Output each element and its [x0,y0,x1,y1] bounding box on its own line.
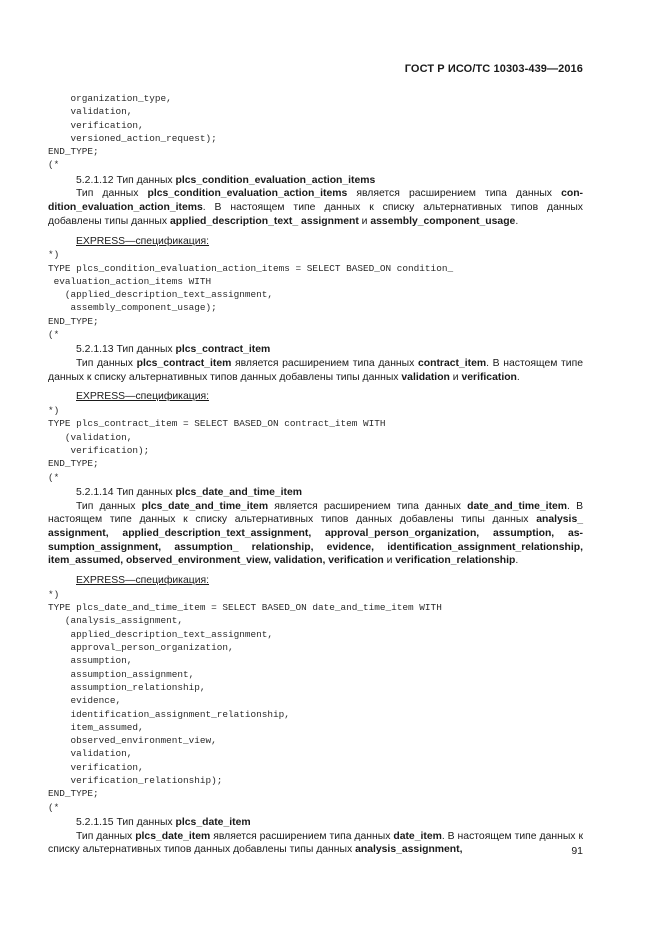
section-paragraph-5-2-1-15: Тип данных plcs_date_item является расширением типа данных date_item. В настоящем типе данных к списку альтернативных типов данных добавлены типы данных analysis_assignment, [48,830,583,856]
section-paragraph-5-2-1-14: Тип данных plcs_date_and_time_item является расширением типа данных date_and_time_item. В настоящем типе данных к списку альтернативных типов данных добавлены типы данных analysis_ assignment, applied_description_text_assignment, approval_person_organization, assumption, as-sumption_assignment, assumption_ relationship, evidence, identification_assignment_relationship, item_assumed, observed_environment_view, validation, verification и verification_relationship. [48,500,584,567]
code-block-5-2-1-13: *) TYPE plcs_contract_item = SELECT BASED_ON contract_item WITH (validation, verification); END_TYPE; (* [48,405,386,483]
code-block-top: organization_type, validation, verification, versioned_action_request); END_TYPE; (* [48,93,217,171]
page-content [48,92,583,857]
express-spec-label: EXPRESS—спецификация: [76,575,210,587]
section-heading-5-2-1-13: 5.2.1.13 Тип данных plcs_contract_item [76,344,271,356]
section-heading-5-2-1-12: 5.2.1.12 Тип данных plcs_condition_evaluation_action_items [76,174,376,186]
section-paragraph-5-2-1-12: Тип данных plcs_condition_evaluation_action_items является расширением типа данных con-dition_evaluation_action_items. В настоящем типе данных к списку альтернативных типов данных добавлены типы данных applied_description_text_ assignment и assembly_component_usage. [48,188,584,227]
section-heading-5-2-1-14: 5.2.1.14 Тип данных plcs_date_and_time_item [76,486,303,498]
section-paragraph-5-2-1-13: Тип данных plcs_contract_item является расширением типа данных contract_item. В настоящем типе данных к списку альтернативных типов данных добавлены типы данных validation и verification. [48,358,584,383]
code-block-5-2-1-12: *) TYPE plcs_condition_evaluation_action_items = SELECT BASED_ON condition_ evaluation_action_items WITH (applied_description_text_assignment, assembly_component_usage); END_TYPE; (* [48,249,454,341]
express-spec-label: EXPRESS—спецификация: [76,235,210,247]
page-number: 91 [571,845,583,857]
express-spec-label: EXPRESS—спецификация: [76,391,210,403]
section-heading-5-2-1-15: 5.2.1.15 Тип данных plcs_date_item [76,816,251,828]
code-block-5-2-1-14: *) TYPE plcs_date_and_time_item = SELECT BASED_ON date_and_time_item WITH (analysis_assignment, applied_description_text_assignment, approval_person_organization, assumption, assumption_assignment, assumption_relationship, evidence, identification_assignment_relationship, item_assumed, observed_environment_view, validation, verification, verification_relationship); END_TYPE; (* [48,588,442,813]
document-code-header: ГОСТ Р ИСО/ТС 10303-439—2016 [404,63,583,75]
